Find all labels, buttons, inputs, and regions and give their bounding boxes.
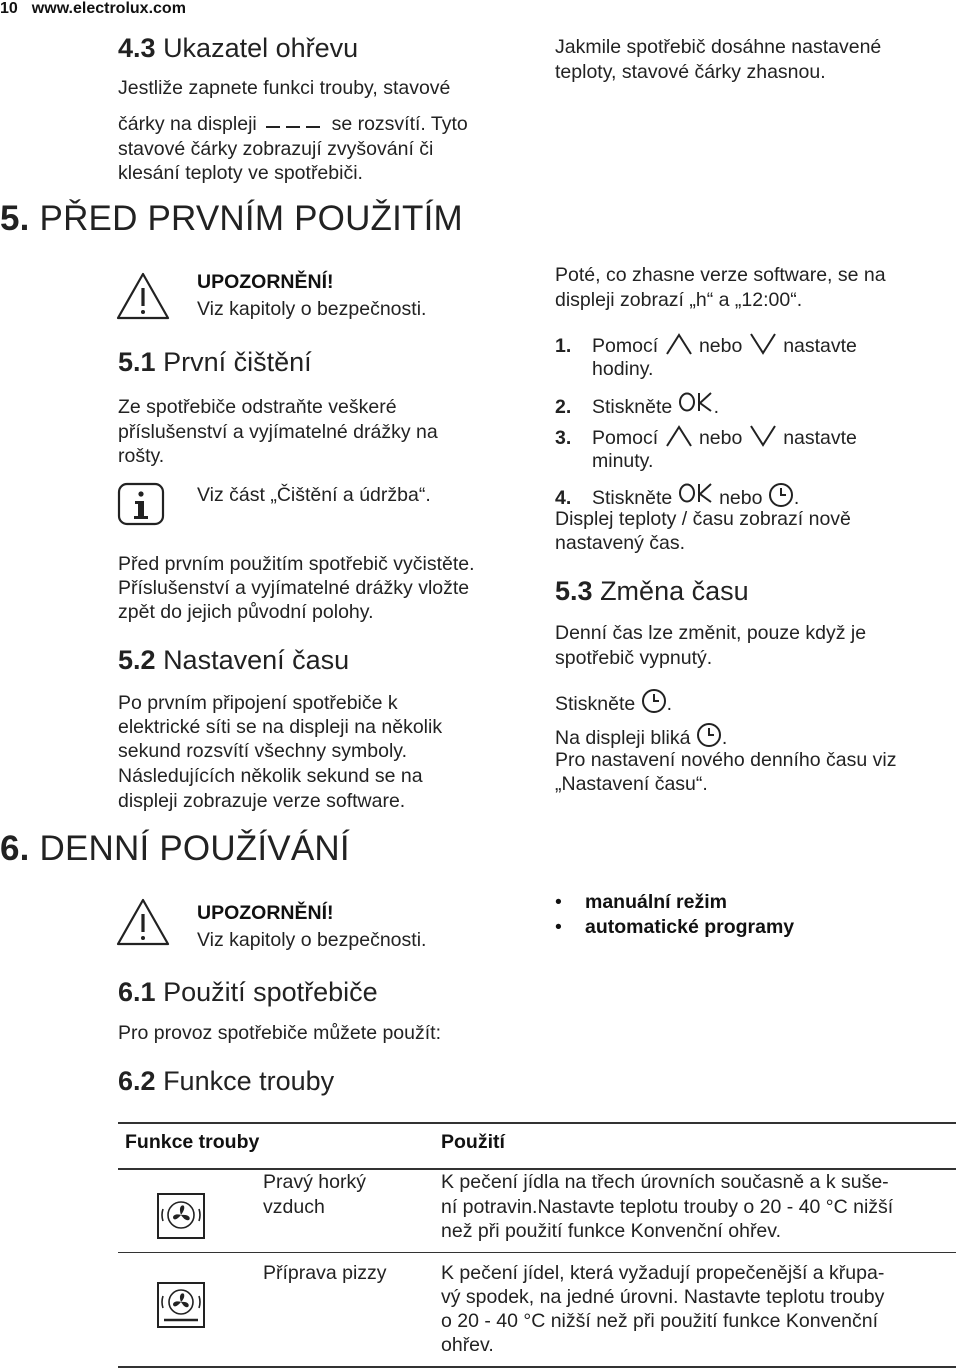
s51-p2: příslušenství a vyjímatelné drážky na xyxy=(118,421,438,443)
warning-triangle-icon xyxy=(114,270,172,322)
s53-p2: spotřebič vypnutý. xyxy=(555,647,713,669)
s43-line4: klesání teploty ve spotřebiči. xyxy=(118,162,363,184)
section-4-3-heading xyxy=(118,33,358,64)
s51-p4: Před prvním použitím spotřebič vyčistěte. xyxy=(118,553,475,575)
ok-icon xyxy=(678,482,714,504)
row-2-usage-3: o 20 - 40 °C nižší než při použití funkce Konvenční xyxy=(441,1310,879,1332)
s43-line1: Jestliže zapnete funkci trouby, stavové xyxy=(118,77,451,99)
step-text: nebo xyxy=(719,487,763,509)
section-number: 5.2 xyxy=(118,645,156,675)
step-3 xyxy=(555,424,857,451)
row-2-usage-1: K pečení jídel, která vyžadují propečenější a křupa- xyxy=(441,1262,885,1284)
step-1-cont: hodiny. xyxy=(592,358,654,380)
step-1 xyxy=(555,332,857,359)
info-icon xyxy=(117,482,167,528)
row-1-usage-3: než při použití funkce Konvenční ohřev. xyxy=(441,1220,782,1242)
s52-r4: nastavený čas. xyxy=(555,532,686,554)
step-number: 4. xyxy=(555,487,572,509)
row-1-usage-1: K pečení jídla na třech úrovních současně a k suše- xyxy=(441,1171,889,1193)
s53-p3-text: Stiskněte xyxy=(555,693,636,715)
bullet-item xyxy=(555,915,794,940)
row-2-name-1: Příprava pizzy xyxy=(263,1262,387,1284)
table-col-usage: Použití xyxy=(441,1131,505,1153)
s43-line2b: se rozsvítí. Tyto xyxy=(331,113,468,135)
pizza-setting-icon xyxy=(156,1281,206,1329)
s43-line3: stavové čárky zobrazují zvyšování či xyxy=(118,138,434,160)
step-text: . xyxy=(793,487,800,509)
step-text: nastavte xyxy=(783,335,857,357)
s53-p6: „Nastavení času“. xyxy=(555,773,708,795)
table-bottom-border xyxy=(118,1366,956,1368)
step-number: 1. xyxy=(555,335,572,357)
s61-p1: Pro provoz spotřebiče můžete použít: xyxy=(118,1022,441,1044)
info-text: Viz část „Čištění a údržba“. xyxy=(197,484,431,506)
section-title: Nastavení času xyxy=(163,645,350,675)
ok-icon xyxy=(678,391,714,413)
page-header xyxy=(0,0,186,18)
s52-r3: Displej teploty / času zobrazí nově xyxy=(555,508,851,530)
bullet-marker: • xyxy=(555,891,562,913)
s53-p4 xyxy=(555,722,727,751)
s51-p6: zpět do jejich původní polohy. xyxy=(118,601,374,623)
step-3-cont: minuty. xyxy=(592,450,654,472)
chapter-number: 6. xyxy=(0,829,30,868)
bullet-marker: • xyxy=(555,916,562,938)
s43-right1: Jakmile spotřebič dosáhne nastavené xyxy=(555,36,882,58)
warning-triangle-icon xyxy=(114,896,172,948)
s53-p3-end: . xyxy=(666,693,673,715)
step-2 xyxy=(555,391,719,420)
s52-p4: Následujících několik sekund se na xyxy=(118,765,423,787)
s53-p4-text: Na displeji bliká xyxy=(555,727,691,749)
s52-p2: elektrické síti se na displeji na několik xyxy=(118,716,443,738)
bullet-text: manuální režim xyxy=(585,891,727,913)
s51-p3: rošty. xyxy=(118,445,165,467)
s53-p5: Pro nastavení nového denního času viz xyxy=(555,749,897,771)
s53-p4-end: . xyxy=(721,727,728,749)
section-title: Použití spotřebiče xyxy=(163,977,378,1007)
s53-p3 xyxy=(555,688,672,717)
s52-r1: Poté, co zhasne verze software, se na xyxy=(555,264,886,286)
s53-p1: Denní čas lze změnit, pouze když je xyxy=(555,622,867,644)
bullet-text: automatické programy xyxy=(585,916,795,938)
s52-r2: displeji zobrazí „h“ a „12:00“. xyxy=(555,289,803,311)
clock-icon xyxy=(768,482,794,508)
bullet-item xyxy=(555,890,727,915)
chapter-title: PŘED PRVNÍM POUŽITÍM xyxy=(39,199,463,238)
step-text: nastavte xyxy=(783,427,857,449)
page-number: 10 xyxy=(0,0,18,17)
s52-p5: displeji zobrazuje verze software. xyxy=(118,790,406,812)
row-1-usage-2: ní potravin.Nastavte teplotu trouby o 20 - 40 °C nižší xyxy=(441,1196,894,1218)
step-text: nebo xyxy=(698,335,743,357)
section-5-2-heading xyxy=(118,645,349,676)
s43-line2a: čárky na displeji xyxy=(118,113,257,135)
row-1-name-2: vzduch xyxy=(263,1196,325,1218)
s43-line2 xyxy=(118,112,468,137)
section-title: Změna času xyxy=(600,576,749,606)
table-col-function: Funkce trouby xyxy=(125,1131,260,1153)
warning-text: Viz kapitoly o bezpečnosti. xyxy=(197,929,427,951)
section-title: Funkce trouby xyxy=(163,1066,335,1096)
table-row-divider xyxy=(118,1252,956,1253)
clock-icon xyxy=(641,688,667,714)
chapter-5-heading xyxy=(0,199,463,239)
row-1-name-1: Pravý horký xyxy=(263,1171,366,1193)
step-text: Stiskněte xyxy=(592,487,673,509)
section-number: 6.2 xyxy=(118,1066,156,1096)
chevron-up-icon xyxy=(664,424,694,448)
section-5-3-heading xyxy=(555,576,749,607)
section-number: 5.3 xyxy=(555,576,593,606)
warning-title: UPOZORNĚNÍ! xyxy=(197,902,334,924)
chevron-down-icon xyxy=(748,332,778,356)
warning-title: UPOZORNĚNÍ! xyxy=(197,271,334,293)
warning-text: Viz kapitoly o bezpečnosti. xyxy=(197,298,427,320)
step-number: 2. xyxy=(555,396,572,418)
chevron-up-icon xyxy=(664,332,694,356)
row-2-usage-2: vý spodek, na jedné úrovni. Nastavte teplotu trouby xyxy=(441,1286,885,1308)
s51-p1: Ze spotřebiče odstraňte veškeré xyxy=(118,396,397,418)
step-text: Stiskněte xyxy=(592,396,673,418)
chapter-6-heading xyxy=(0,829,350,869)
clock-icon xyxy=(696,722,722,748)
site-url: www.electrolux.com xyxy=(31,0,186,17)
row-2-usage-4: ohřev. xyxy=(441,1334,494,1356)
s52-p1: Po prvním připojení spotřebiče k xyxy=(118,692,398,714)
step-text: Pomocí xyxy=(592,427,659,449)
section-5-1-heading xyxy=(118,347,312,378)
section-title: Ukazatel ohřevu xyxy=(163,33,359,63)
step-text: . xyxy=(713,396,720,418)
section-title: První čištění xyxy=(163,347,312,377)
step-number: 3. xyxy=(555,427,572,449)
chevron-down-icon xyxy=(748,424,778,448)
s52-p3: sekund rozsvítí všechny symboly. xyxy=(118,740,407,762)
true-fan-icon xyxy=(156,1192,206,1240)
section-number: 6.1 xyxy=(118,977,156,1007)
s43-right2: teploty, stavové čárky zhasnou. xyxy=(555,61,826,83)
chapter-title: DENNÍ POUŽÍVÁNÍ xyxy=(39,829,350,868)
step-text: Pomocí xyxy=(592,335,659,357)
s51-p5: Příslušenství a vyjímatelné drážky vložte xyxy=(118,577,470,599)
heat-bars-icon xyxy=(262,118,326,130)
section-6-1-heading xyxy=(118,977,378,1008)
chapter-number: 5. xyxy=(0,199,30,238)
section-number: 5.1 xyxy=(118,347,156,377)
section-number: 4.3 xyxy=(118,33,156,63)
step-text: nebo xyxy=(698,427,743,449)
section-6-2-heading xyxy=(118,1066,334,1097)
